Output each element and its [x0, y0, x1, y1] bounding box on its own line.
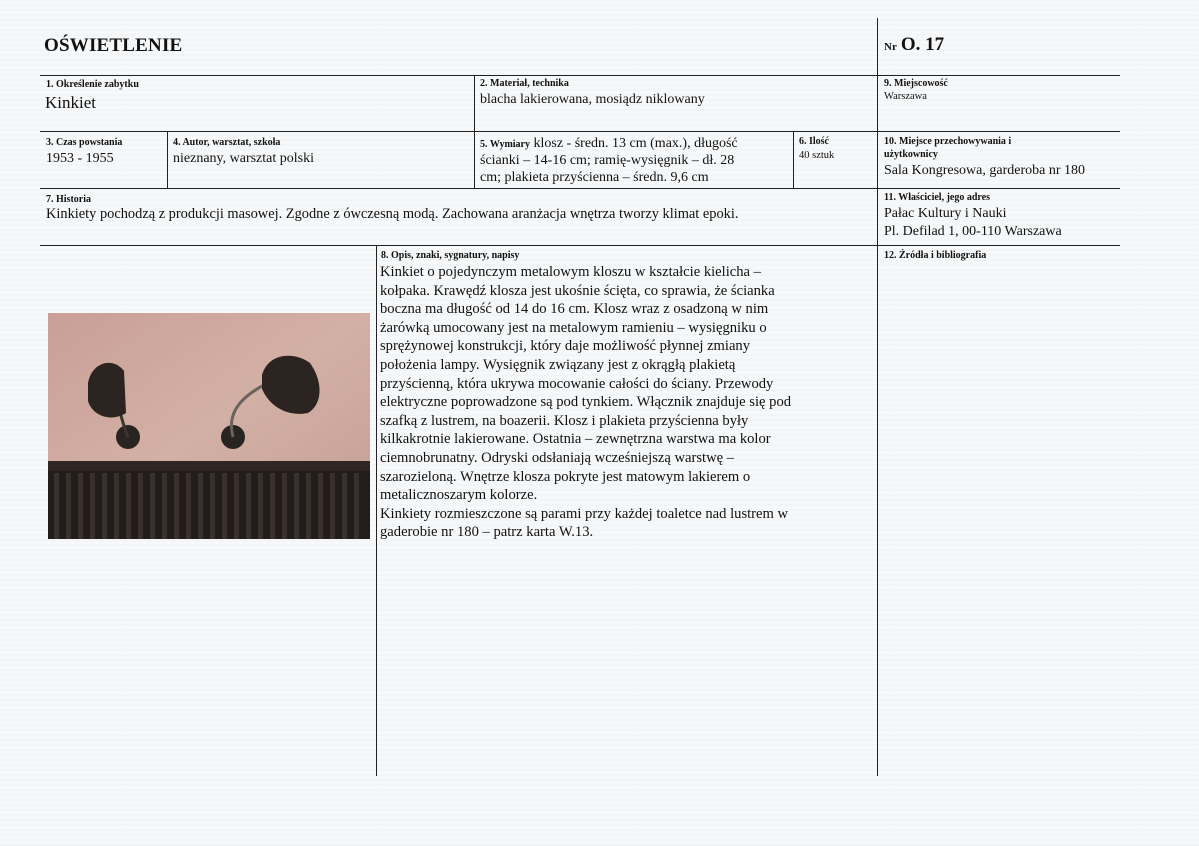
- description-line: położenia lampy. Wysięgnik związany jest z okrągłą plakietą: [380, 356, 736, 373]
- field-5-value-line2: ścianki – 14-16 cm; ramię-wysięgnik – dł. 28: [480, 153, 735, 168]
- description-line: Kinkiet o pojedynczym metalowym kloszu w kształcie kielicha –: [380, 264, 761, 280]
- record-number-prefix: Nr: [884, 41, 897, 53]
- description-line: metalicznoszarym kolorze.: [380, 487, 538, 504]
- description-line: sprężynowej konstrukcji, który daje możliwość płynnej zmiany: [380, 338, 751, 355]
- page-title: OŚWIETLENIE: [44, 35, 183, 56]
- wall-lamp-photo: [48, 313, 370, 539]
- field-5: [480, 135, 790, 186]
- field-1-value: Kinkiet: [45, 93, 96, 112]
- field-1-label: 1. Określenie zabytku: [46, 79, 139, 90]
- field-10-label-line2: użytkownicy: [884, 149, 938, 160]
- record-number-value: O. 17: [900, 34, 945, 55]
- divider: [40, 188, 1120, 189]
- description-line: kilkakrotnie lakierowane. Ostatnia – zewnętrzna warstwa ma kolor: [380, 431, 771, 448]
- description-line: elektryczne poprowadzone są pod tynkiem. Włącznik znajduje się pod: [380, 394, 792, 411]
- description-line: przyścienną, która ukrywa mocowanie całości do ściany. Przewody: [380, 375, 774, 392]
- field-5-value-line3: cm; plakieta przyścienna – średn. 9,6 cm: [480, 170, 709, 185]
- description-line: boczna ma długość od 14 do 16 cm. Klosz wraz z osadzoną w nim: [380, 301, 769, 318]
- field-11-label: 11. Właściciel, jego adres: [884, 192, 991, 203]
- divider: [40, 131, 1120, 132]
- divider: [793, 131, 794, 188]
- description-line: żarówką umocowany jest na metalowym ramieniu – wysięgniku o: [380, 319, 767, 336]
- description-line: ciemnobrunatny. Odryski odsłaniają wcześniejszą warstwę –: [380, 449, 735, 466]
- divider: [167, 131, 168, 188]
- field-4-value: nieznany, warsztat polski: [173, 151, 314, 166]
- field-3-value: 1953 - 1955: [46, 151, 114, 166]
- field-10-value: Sala Kongresowa, garderoba nr 180: [884, 163, 1085, 178]
- field-11-value-line2: Pl. Defilad 1, 00-110 Warszawa: [884, 224, 1062, 239]
- field-8-label: 8. Opis, znaki, sygnatury, napisy: [381, 250, 520, 261]
- description-line: kołpaka. Krawędź klosza jest ukośnie ścięta, co sprawia, że ścianka: [380, 282, 775, 299]
- field-4-label: 4. Autor, warsztat, szkoła: [173, 137, 281, 148]
- divider: [474, 75, 475, 188]
- field-9-value: Warszawa: [884, 91, 927, 102]
- field-3-label: 3. Czas powstania: [46, 137, 123, 148]
- record-number: [884, 34, 944, 56]
- divider: [376, 245, 377, 776]
- panel-top: [48, 461, 370, 471]
- field-9-label: 9. Miejscowość: [884, 78, 948, 89]
- field-11-value-line1: Pałac Kultury i Nauki: [884, 206, 1007, 221]
- field-12-label: 12. Źródła i bibliografia: [884, 250, 987, 261]
- field-7-value: Kinkiety pochodzą z produkcji masowej. Zgodne z ówczesną modą. Zachowana aranżacja wnętrza tworzy klimat epoki.: [46, 206, 739, 222]
- description-line: Kinkiety rozmieszczone są parami przy każdej toaletce nad lustrem w: [380, 505, 789, 522]
- divider: [40, 75, 1120, 76]
- divider: [40, 245, 1120, 246]
- description-text: [380, 263, 875, 542]
- photo-image: [48, 313, 370, 539]
- field-6-value: 40 sztuk: [799, 150, 835, 161]
- field-2-label: 2. Materiał, technika: [480, 78, 569, 89]
- field-2-value: blacha lakierowana, mosiądz niklowany: [480, 92, 705, 107]
- field-10-label-line1: 10. Miejsce przechowywania i: [884, 136, 1012, 147]
- field-5-value-line1: klosz - średn. 13 cm (max.), długość: [533, 136, 738, 151]
- field-6-label: 6. Ilość: [799, 136, 829, 147]
- field-7-label: 7. Historia: [46, 194, 91, 205]
- field-5-label: 5. Wymiary: [480, 139, 530, 150]
- description-line: szafką z lustrem, na boazerii. Klosz i plakieta przyścienna były: [380, 412, 749, 429]
- description-line: szarozieloną. Wnętrze klosza pokryte jest matowym lakierem o: [380, 468, 751, 485]
- description-line: gaderobie nr 180 – patrz karta W.13.: [380, 524, 594, 541]
